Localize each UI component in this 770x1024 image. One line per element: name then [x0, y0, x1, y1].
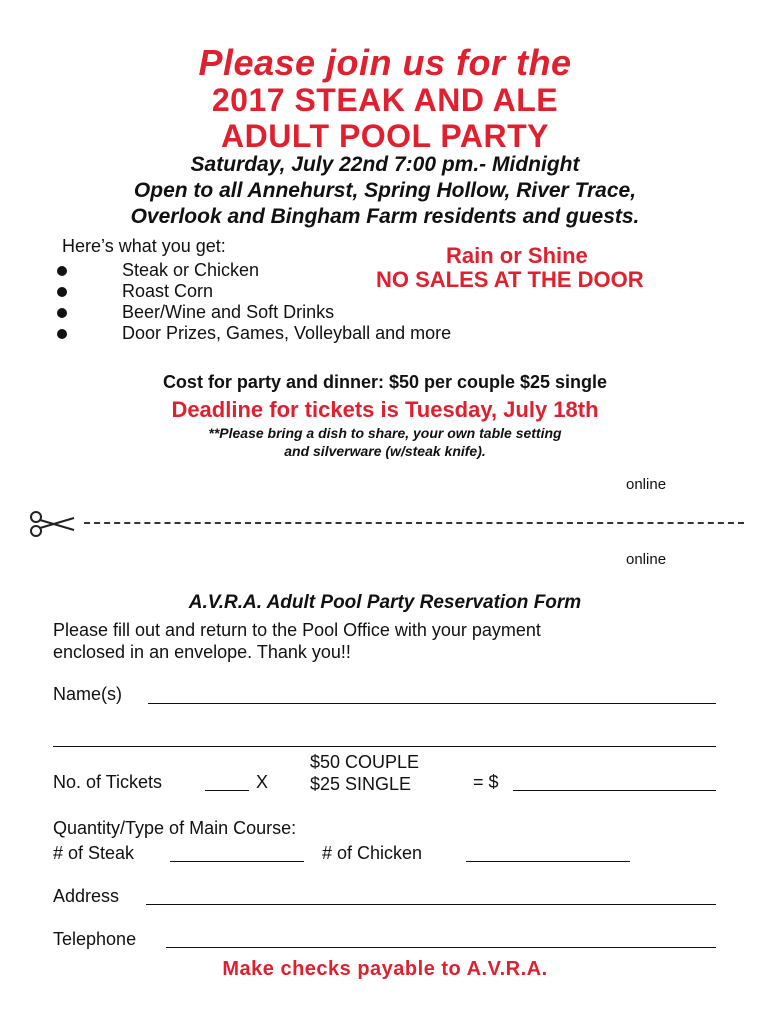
chicken-count-field[interactable]	[466, 861, 630, 862]
eligibility-line-2: Overlook and Bingham Farm residents and guests.	[130, 205, 640, 228]
form-instructions-line-2: enclosed in an envelope. Thank you!!	[53, 642, 351, 662]
address-label: Address	[53, 886, 120, 906]
bring-note-line-2: and silverware (w/steak knife).	[284, 443, 486, 459]
scissors-icon	[28, 510, 76, 538]
rain-or-shine-notice: Rain or Shine	[446, 243, 588, 268]
online-link-top[interactable]: online	[626, 476, 667, 493]
price-couple: $50 COUPLE	[310, 752, 420, 772]
steak-count-field[interactable]	[170, 861, 304, 862]
names-label: Name(s)	[53, 684, 123, 704]
headline-line-1: Please join us for the	[198, 42, 572, 83]
names-field[interactable]	[148, 703, 716, 704]
tickets-label: No. of Tickets	[53, 772, 163, 792]
cost-line: Cost for party and dinner: $50 per couple $25 single	[162, 372, 608, 392]
steak-label: # of Steak	[53, 843, 135, 863]
telephone-field[interactable]	[166, 947, 716, 948]
bullet-icon	[57, 266, 67, 276]
quantity-label: Quantity/Type of Main Course:	[53, 818, 297, 838]
bring-note-line-1: **Please bring a dish to share, your own table setting	[208, 425, 562, 441]
include-item: Roast Corn	[122, 281, 214, 301]
cut-line	[84, 522, 744, 524]
equals-dollar: = $	[473, 772, 499, 792]
include-item: Steak or Chicken	[122, 260, 260, 280]
names-field-2[interactable]	[53, 746, 716, 747]
includes-heading: Here’s what you get:	[62, 236, 226, 256]
no-sales-notice: NO SALES AT THE DOOR	[376, 267, 644, 292]
chicken-label: # of Chicken	[322, 843, 423, 863]
tickets-field[interactable]	[205, 790, 249, 791]
price-single: $25 SINGLE	[310, 774, 412, 794]
deadline-line: Deadline for tickets is Tuesday, July 18th	[171, 397, 599, 422]
form-title: A.V.R.A. Adult Pool Party Reservation Form	[188, 592, 582, 613]
eligibility-line-1: Open to all Annehurst, Spring Hollow, River Trace,	[133, 179, 637, 202]
times-symbol: X	[256, 772, 269, 792]
bullet-icon	[57, 287, 67, 297]
event-date-time: Saturday, July 22nd 7:00 pm.- Midnight	[190, 153, 580, 176]
include-item: Beer/Wine and Soft Drinks	[122, 302, 335, 322]
address-field[interactable]	[146, 904, 716, 905]
bullet-icon	[57, 308, 67, 318]
headline-line-2: 2017 STEAK AND ALE	[211, 82, 559, 118]
online-link-bottom[interactable]: online	[626, 551, 667, 568]
include-item: Door Prizes, Games, Volleyball and more	[122, 323, 452, 343]
total-field[interactable]	[513, 790, 716, 791]
form-instructions-line-1: Please fill out and return to the Pool Office with your payment	[53, 620, 541, 640]
headline-line-3: ADULT POOL PARTY	[221, 118, 549, 154]
telephone-label: Telephone	[53, 929, 137, 949]
payable-note: Make checks payable to A.V.R.A.	[222, 958, 548, 980]
bullet-icon	[57, 329, 67, 339]
